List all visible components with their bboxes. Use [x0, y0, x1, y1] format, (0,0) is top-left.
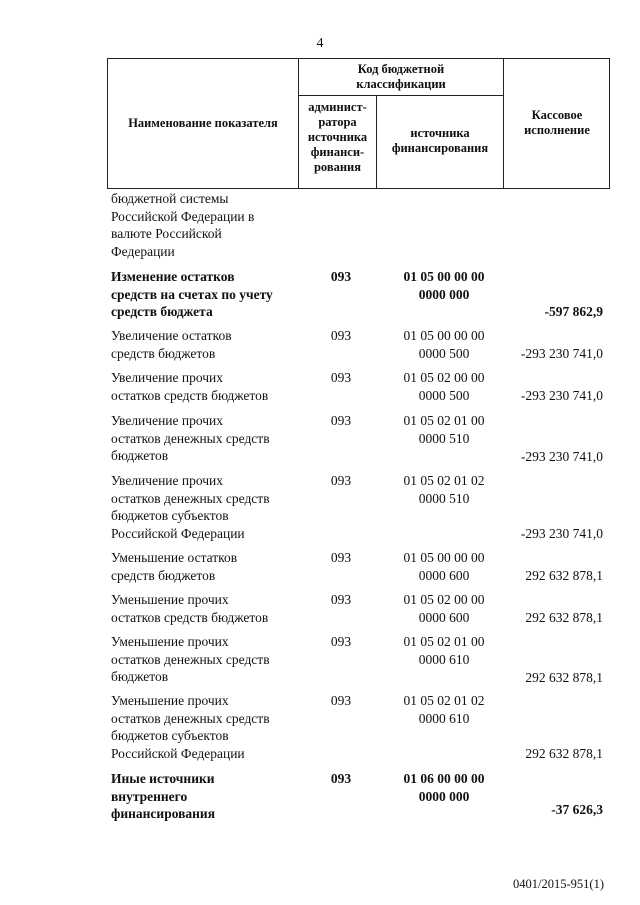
name-line: средств бюджетов [111, 567, 216, 583]
code-line: 0000 510 [418, 490, 470, 506]
code-line: 01 06 00 00 00 [403, 771, 485, 786]
row-amount: -597 862,9 [544, 304, 603, 319]
header-admin-line: финанси- [310, 145, 365, 159]
name-line: остатков средств бюджетов [111, 387, 269, 403]
row-amount: -293 230 741,0 [520, 346, 603, 361]
code-line: 0000 500 [418, 387, 470, 403]
name-line: Изменение остатков [111, 269, 235, 284]
code-line: 0000 610 [418, 710, 470, 726]
header-admin-line: ратора [318, 115, 357, 129]
code-line: 01 05 02 01 00 [403, 634, 485, 649]
name-line: средств на счетах по учету [111, 286, 273, 302]
name-line: Увеличение остатков [111, 328, 232, 343]
header-admin-col [299, 100, 376, 175]
row-source-code [388, 369, 500, 404]
row-source-code [388, 692, 500, 727]
row-admin-code: 093 [330, 592, 352, 607]
row-amount: 292 632 878,1 [525, 670, 603, 685]
code-line: 01 05 00 00 00 [403, 328, 485, 343]
row-name [111, 412, 293, 465]
row-amount: -37 626,3 [551, 802, 603, 817]
row-amount: -293 230 741,0 [520, 388, 603, 403]
name-line: валюте Российской [111, 226, 222, 241]
row-source-code [388, 327, 500, 362]
code-line: 0000 510 [418, 430, 470, 446]
row-name [111, 633, 293, 686]
document-code: 0401/2015-951(1) [513, 877, 604, 891]
code-line: 0000 600 [418, 609, 470, 625]
header-code-group [299, 62, 503, 92]
code-line: 0000 500 [418, 345, 470, 361]
name-line: Уменьшение прочих [111, 634, 229, 649]
row-amount: 292 632 878,1 [525, 610, 603, 625]
name-line: бюджетов субъектов [111, 728, 229, 743]
row-admin-code: 093 [330, 473, 352, 488]
row-name [111, 369, 293, 404]
code-line: 01 05 02 01 02 [403, 693, 485, 708]
row-admin-code: 093 [330, 634, 352, 649]
row-source-code [388, 591, 500, 626]
name-line: Увеличение прочих [111, 473, 224, 488]
row-name [111, 472, 293, 542]
header-code-group-line: Код бюджетной [357, 62, 445, 76]
row-source-code [388, 412, 500, 447]
name-line: Уменьшение прочих [111, 592, 229, 607]
header-amount-line: Кассовое [531, 108, 583, 122]
row-amount: -293 230 741,0 [520, 449, 603, 464]
name-line: остатков денежных средств [111, 490, 270, 506]
name-line: остатков денежных средств [111, 651, 270, 667]
name-line: Уменьшение прочих [111, 693, 229, 708]
row-source-code [388, 770, 500, 805]
row-amount: 292 632 878,1 [525, 568, 603, 583]
name-line: средств бюджета [111, 304, 213, 319]
row-name [111, 770, 293, 823]
name-line: остатков средств бюджетов [111, 609, 269, 625]
code-line: 01 05 00 00 00 [403, 550, 485, 565]
header-source-line: финансирования [391, 141, 489, 155]
name-line: остатков денежных средств [111, 710, 270, 726]
name-line: бюджетов субъектов [111, 508, 229, 523]
code-line: 01 05 00 00 00 [403, 269, 485, 284]
row-source-code [388, 549, 500, 584]
name-line: Увеличение прочих [111, 413, 224, 428]
name-line: Российской Федерации в [111, 208, 255, 224]
code-line: 0000 000 [418, 286, 470, 302]
row-source-code [388, 268, 500, 303]
code-line: 0000 000 [418, 788, 470, 804]
row-name [111, 327, 293, 362]
name-line: Уменьшение остатков [111, 550, 238, 565]
row-admin-code: 093 [330, 413, 352, 428]
name-line: Российской Федерации [111, 745, 245, 761]
header-source-line: источника [410, 126, 470, 140]
row-admin-code: 093 [330, 771, 352, 786]
header-amount-col [504, 108, 610, 138]
name-line: Российской Федерации [111, 525, 245, 541]
code-line: 01 05 02 01 00 [403, 413, 485, 428]
row-admin-code: 093 [330, 269, 352, 284]
name-line: Федерации [111, 243, 175, 259]
name-line: остатков денежных средств [111, 430, 270, 446]
name-line: Иные источники [111, 771, 215, 786]
code-line: 01 05 02 00 00 [403, 370, 485, 385]
row-name [111, 591, 293, 626]
row-amount: 292 632 878,1 [525, 746, 603, 761]
name-line: внутреннего [111, 788, 188, 804]
row-name [111, 549, 293, 584]
row-name [111, 268, 293, 321]
row-amount: -293 230 741,0 [520, 526, 603, 541]
name-line: бюджетной системы [111, 191, 229, 206]
header-source-col [377, 126, 503, 156]
name-line: бюджетов [111, 669, 169, 684]
name-line: Увеличение прочих [111, 370, 224, 385]
header-admin-line: админист- [308, 100, 367, 114]
header-code-group-line: классификации [356, 77, 446, 91]
row-name [111, 692, 293, 762]
code-line: 01 05 02 00 00 [403, 592, 485, 607]
row-admin-code: 093 [330, 370, 352, 385]
code-line: 0000 600 [418, 567, 470, 583]
row-admin-code: 093 [330, 693, 352, 708]
name-line: средств бюджетов [111, 345, 216, 361]
code-line: 0000 610 [418, 651, 470, 667]
name-line: финансирования [111, 806, 216, 821]
row-source-code [388, 472, 500, 507]
header-admin-line: рования [313, 160, 362, 174]
row-admin-code: 093 [330, 550, 352, 565]
page-number: 4 [316, 36, 324, 51]
header-divider-code-group [298, 95, 504, 96]
continuation-name [111, 190, 293, 260]
code-line: 01 05 02 01 02 [403, 473, 485, 488]
row-admin-code: 093 [330, 328, 352, 343]
name-line: бюджетов [111, 448, 169, 463]
header-name-col: Наименование показателя [128, 116, 278, 130]
header-amount-line: исполнение [524, 123, 590, 137]
header-admin-line: источника [307, 130, 368, 144]
row-source-code [388, 633, 500, 668]
